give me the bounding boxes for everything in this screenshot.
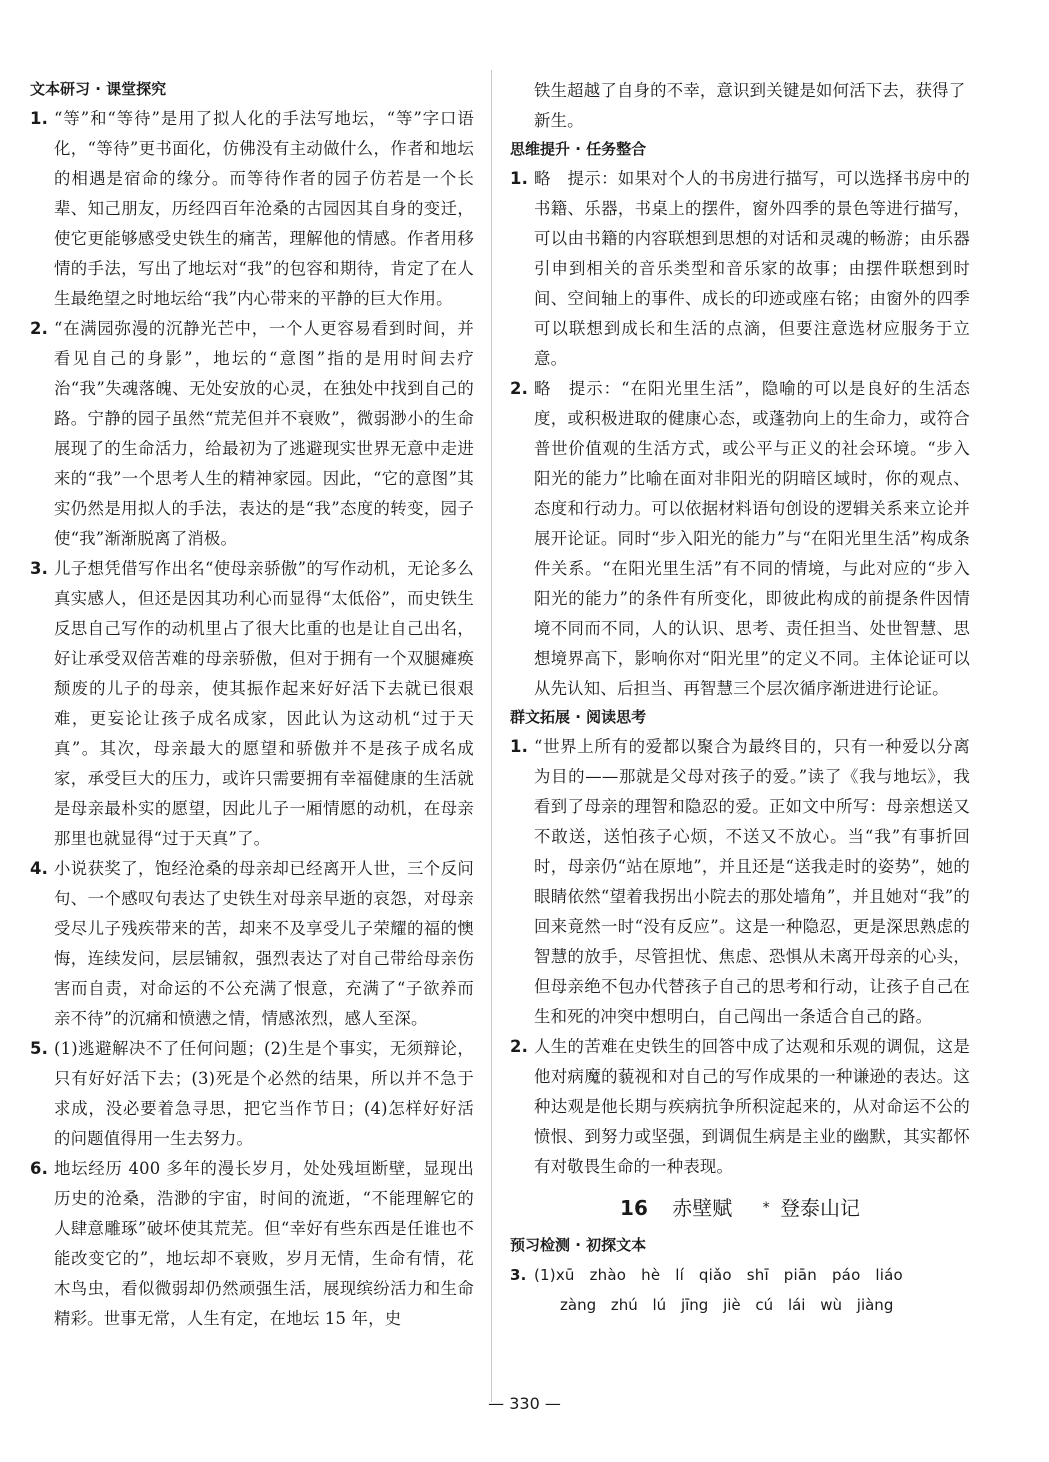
item-text: 儿子想凭借写作出名“使母亲骄傲”的写作动机，无论多么真实感人，但还是因其功利心而显得“太低俗”，而史铁生反思自己写作的动机里占了很大比重的也是让自己出名，好让承受双倍苦难的母亲骄傲，但对于拥有一个双腿瘫痪颓废的儿子的母亲，使其振作起来好好活下去就已很艰难，更妄论让孩子成名成家，因此认为这动机“过于天真”。其次，母亲最大的愿望和骄傲并不是孩子成名成家，承受巨大的压力，或许只需要拥有幸福健康的生活就是母亲最朴实的愿望，因此儿子一厢情愿的动机，在母亲那里也就显得“过于天真”了。 bbox=[54, 559, 474, 848]
item-text: 人生的苦难在史铁生的回答中成了达观和乐观的调侃，这是他对病魔的藐视和对自己的写作成果的一种谦逊的表达。这种达观是他长期与疾病抗争所积淀起来的，从对命运不公的愤恨、到努力或坚强，到调侃生病是主业的幽默，其实都怀有对敬畏生命的一种表现。 bbox=[534, 1037, 970, 1176]
item-text: “等”和“等待”是用了拟人化的手法写地坛，“等”字口语化，“等待”更书面化，仿佛没有主动做什么，作者和地坛的相遇是宿命的缘分。而等待作者的园子仿若是一个长辈、知己朋友，历经四百年沧桑的古园因其自身的变迁，使它更能够感受史铁生的痛苦，理解他的情感。作者用移情的手法，写出了地坛对“我”的包容和期待，肯定了在人生最绝望之时地坛给“我”内心带来的平静的巨大作用。 bbox=[54, 109, 474, 308]
lesson-number: 16 bbox=[620, 1196, 648, 1220]
task-item-2 bbox=[510, 374, 970, 704]
item-number: 5. bbox=[30, 1039, 49, 1058]
section-heading-group-reading: 群文拓展 · 阅读思考 bbox=[510, 708, 647, 726]
right-column bbox=[510, 76, 970, 1320]
lesson-title bbox=[510, 1192, 970, 1224]
item-number: 2. bbox=[510, 1037, 529, 1056]
pinyin-line-2: zàng zhú lú jīng jiè cú lái wù jiàng bbox=[560, 1296, 894, 1314]
item-text: 地坛经历 400 多年的漫长岁月，处处残垣断壁，显现出历史的沧桑，浩渺的宇宙，时间的流逝，“不能理解它的人肆意雕琢”破坏使其荒芜。但“幸好有些东西是任谁也不能改变它的”，地坛却不衰败，岁月无情，生命有情，花木鸟虫，看似微弱却仍然顽强生活，展现缤纷活力和生命精彩。世事无常，人生有定，在地坛 15 年，史 bbox=[54, 1159, 474, 1328]
section-heading-thinking: 思维提升 · 任务整合 bbox=[510, 140, 647, 158]
item-text: “在满园弥漫的沉静光芒中，一个人更容易看到时间，并看见自己的身影”，地坛的“意图”指的是用时间去疗治“我”失魂落魄、无处安放的心灵，在独处中找到自己的路。宁静的园子虽然“荒芜但并不衰败”，微弱渺小的生命展现了的生命活力，给最初为了逃避现实世界无意中走进来的“我”一个思考人生的精神家园。因此，“它的意图”其实仍然是用拟人的手法，表达的是“我”态度的转变，园子使“我”渐渐脱离了消极。 bbox=[54, 319, 474, 548]
item-number: 3. bbox=[30, 559, 49, 578]
item-number: 2. bbox=[30, 319, 49, 338]
item-text: 略 提示：如果对个人的书房进行描写，可以选择书房中的书籍、乐器，书桌上的摆件，窗外四季的景色等进行描写，可以由书籍的内容联想到思想的对话和灵魂的畅游；由乐器引申到相关的音乐类型和音乐家的故事；由摆件联想到时间、空间轴上的事件、成长的印迹或座右铭；由窗外的四季可以联想到成长和生活的点滴，但要注意选材应服务于立意。 bbox=[534, 169, 970, 368]
item-number: 2. bbox=[510, 379, 529, 398]
lesson-title-main: 赤壁赋 bbox=[672, 1196, 733, 1220]
item-number: 1. bbox=[510, 169, 529, 188]
answer-item-3 bbox=[30, 554, 474, 854]
pinyin-line-1: (1)xū zhào hè lí qiǎo shī piān páo liáo bbox=[534, 1266, 903, 1284]
item-number: 6. bbox=[30, 1159, 49, 1178]
answer-item-6-continued: 铁生超越了自身的不幸，意识到关键是如何活下去，获得了新生。 bbox=[534, 81, 966, 130]
pinyin-answer bbox=[510, 1260, 970, 1290]
section-heading-preview: 预习检测 · 初探文本 bbox=[510, 1236, 647, 1254]
page-number: — 330 — bbox=[488, 1394, 561, 1413]
answer-item-1 bbox=[30, 104, 474, 314]
task-item-1 bbox=[510, 164, 970, 374]
item-text: 略 提示：“在阳光里生活”，隐喻的可以是良好的生活态度，或积极进取的健康心态，或蓬勃向上的生命力，或符合普世价值观的生活方式，或公平与正义的社会环境。“步入阳光的能力”比喻在面对非阳光的阴暗区域时，你的观点、态度和行动力。可以依据材料语句创设的逻辑关系来立论并展开论证。同时“步入阳光的能力”与“在阳光里生活”构成条件关系。“在阳光里生活”有不同的情境，与此对应的“步入阳光的能力”的条件有所变化，即彼此构成的前提条件因情境不同而不同，人的认识、思考、责任担当、处世智慧、思想境界高下，影响你对“阳光里”的定义不同。主体论证可以从先认知、后担当、再智慧三个层次循序渐进进行论证。 bbox=[534, 379, 970, 698]
lesson-title-secondary: 登泰山记 bbox=[779, 1196, 860, 1220]
item-number: 1. bbox=[510, 737, 529, 756]
item-text: “世界上所有的爱都以聚合为最终目的，只有一种爱以分离为目的——那就是父母对孩子的爱。”读了《我与地坛》，我看到了母亲的理智和隐忍的爱。正如文中所写：母亲想送又不敢送，送怕孩子心烦，不送又不放心。当“我”有事折回时，母亲仍“站在原地”，并且还是“送我走时的姿势”，她的眼睛依然“望着我拐出小院去的那处墙角”，并且她对“我”的回来竟然一时“没有反应”。这是一种隐忍，更是深思熟虑的智慧的放手，尽管担忧、焦虑、恐惧从未离开母亲的心头，但母亲绝不包办代替孩子自己的思考和行动，让孩子自己在生和死的冲突中想明白，自己闯出一条适合自己的路。 bbox=[534, 737, 970, 1026]
item-text: (1)逃避解决不了任何问题；(2)生是个事实，无须辩论，只有好好活下去；(3)死是个必然的结果，所以并不急于求成，没必要着急寻思，把它当作节日；(4)怎样好好活的问题值得用一生去努力。 bbox=[54, 1039, 474, 1148]
left-column bbox=[30, 76, 474, 1334]
item-number: 1. bbox=[30, 109, 49, 128]
item-number: 3. bbox=[510, 1266, 527, 1284]
item-text: 小说获奖了，饱经沧桑的母亲却已经离开人世，三个反问句、一个感叹句表达了史铁生对母亲早逝的哀怨，对母亲受尽儿子残疾带来的苦，却来不及享受儿子荣耀的福的懊悔，连续发问，层层铺叙，强烈表达了对自己带给母亲伤害而自责，对命运的不公充满了恨意，充满了“子欲养而亲不待”的沉痛和愤懑之情，情感浓烈，感人至深。 bbox=[54, 859, 474, 1028]
optional-star-mark: * bbox=[762, 1200, 770, 1216]
reading-item-1 bbox=[510, 732, 970, 1032]
item-number: 4. bbox=[30, 859, 49, 878]
answer-item-2 bbox=[30, 314, 474, 554]
answer-item-4 bbox=[30, 854, 474, 1034]
answer-item-6 bbox=[30, 1154, 474, 1334]
column-divider bbox=[491, 70, 492, 1402]
section-heading-text-study: 文本研习 · 课堂探究 bbox=[30, 80, 167, 98]
reading-item-2 bbox=[510, 1032, 970, 1182]
answer-item-5 bbox=[30, 1034, 474, 1154]
